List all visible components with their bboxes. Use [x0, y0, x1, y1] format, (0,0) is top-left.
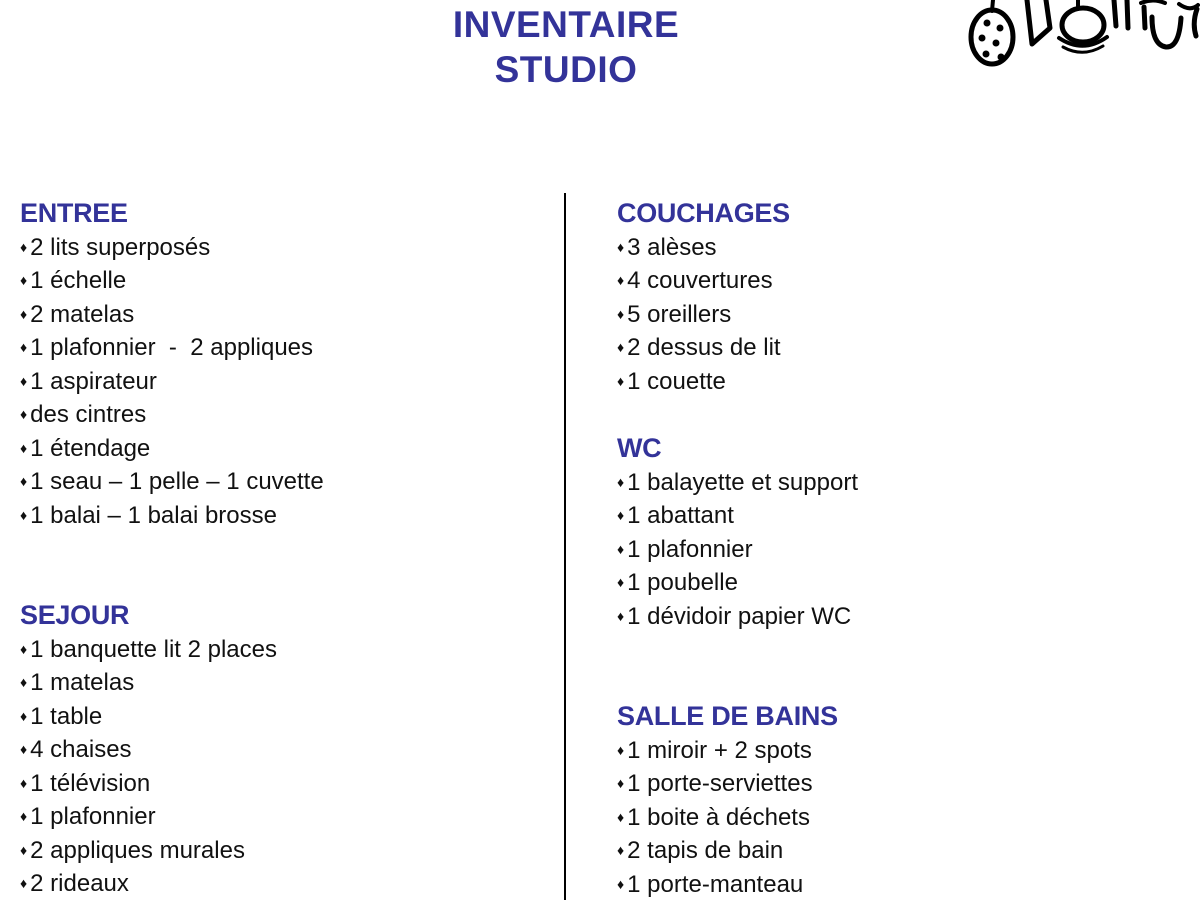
- item-text: 2 lits superposés: [30, 233, 211, 261]
- item-text: 2 appliques murales: [30, 836, 245, 864]
- diamond-bullet-icon: ♦: [617, 775, 625, 791]
- diamond-bullet-icon: ♦: [20, 741, 28, 757]
- item-text: 1 seau – 1 pelle – 1 cuvette: [30, 468, 324, 495]
- diamond-bullet-icon: ♦: [20, 439, 28, 456]
- section-couchages: [617, 197, 1157, 398]
- section-heading: SALLE DE BAINS: [617, 701, 838, 731]
- item-text: 1 table: [30, 702, 103, 730]
- list-item: [617, 264, 1157, 298]
- item-text: 1 plafonnier - 2 appliques: [30, 334, 314, 361]
- section-heading: ENTREE: [20, 198, 128, 228]
- list-item: [617, 600, 1157, 634]
- list-item: [20, 499, 540, 533]
- item-text: 1 échelle: [30, 267, 127, 294]
- item-text: 2 dessus de lit: [627, 334, 781, 361]
- item-text: 1 couette: [627, 367, 726, 395]
- list-item: [617, 566, 1157, 600]
- list-item: [20, 834, 540, 868]
- item-text: des cintres: [30, 401, 147, 428]
- list-item: [20, 365, 540, 399]
- list-item: [20, 666, 540, 700]
- diamond-bullet-icon: ♦: [20, 406, 28, 422]
- list-item: [617, 298, 1157, 332]
- item-text: 1 plafonnier: [30, 803, 156, 830]
- item-text: 1 télévision: [30, 769, 151, 797]
- item-text: 1 aspirateur: [30, 367, 157, 395]
- section-heading: WC: [617, 433, 662, 463]
- diamond-bullet-icon: ♦: [20, 506, 28, 523]
- diamond-bullet-icon: ♦: [617, 372, 625, 389]
- item-text: 1 miroir + 2 spots: [627, 736, 812, 764]
- item-text: 3 alèses: [627, 233, 717, 261]
- list-item: [20, 800, 540, 834]
- diamond-bullet-icon: ♦: [617, 574, 625, 590]
- item-text: 1 boite à déchets: [627, 803, 810, 831]
- diamond-bullet-icon: ♦: [20, 707, 28, 724]
- diamond-bullet-icon: ♦: [20, 841, 28, 858]
- diamond-bullet-icon: ♦: [617, 842, 625, 858]
- title-line-1: INVENTAIRE: [452, 4, 680, 45]
- diamond-bullet-icon: ♦: [617, 741, 625, 758]
- section-sejour: [20, 599, 540, 900]
- diamond-bullet-icon: ♦: [20, 339, 28, 355]
- list-item: [20, 298, 540, 332]
- item-text: 1 balayette et support: [627, 468, 858, 496]
- diamond-bullet-icon: ♦: [20, 640, 28, 657]
- diamond-bullet-icon: ♦: [617, 339, 625, 355]
- item-text: 2 tapis de bain: [627, 837, 784, 864]
- kitchen-utensils-illustration: [955, 0, 1200, 96]
- list-item: [617, 868, 1157, 900]
- item-text: 1 matelas: [30, 669, 135, 696]
- item-text: 2 rideaux: [30, 870, 129, 897]
- item-text: 5 oreillers: [627, 300, 732, 328]
- list-item: [20, 733, 540, 767]
- item-text: 2 matelas: [30, 300, 135, 328]
- item-text: 1 banquette lit 2 places: [30, 635, 277, 663]
- list-item: [20, 700, 540, 734]
- list-item: [20, 331, 540, 365]
- diamond-bullet-icon: ♦: [20, 272, 28, 288]
- section-heading: SEJOUR: [20, 600, 130, 630]
- list-item: [617, 365, 1157, 399]
- item-text: 4 chaises: [30, 736, 132, 763]
- list-item: [20, 231, 540, 265]
- section-heading: COUCHAGES: [617, 198, 790, 228]
- list-item: [617, 801, 1157, 835]
- item-text: 4 couvertures: [627, 267, 773, 294]
- diamond-bullet-icon: ♦: [617, 808, 625, 825]
- item-text: 1 étendage: [30, 434, 151, 462]
- diamond-bullet-icon: ♦: [20, 238, 28, 255]
- right-column: [617, 197, 1157, 900]
- list-item: [20, 767, 540, 801]
- diamond-bullet-icon: ♦: [617, 272, 625, 288]
- diamond-bullet-icon: ♦: [20, 808, 28, 824]
- diamond-bullet-icon: ♦: [20, 674, 28, 690]
- diamond-bullet-icon: ♦: [617, 305, 625, 322]
- list-item: [617, 767, 1157, 801]
- list-item: [617, 533, 1157, 567]
- section-wc: [617, 432, 1157, 633]
- list-item: [20, 432, 540, 466]
- item-text: 1 balai – 1 balai brosse: [30, 501, 277, 529]
- item-text: 1 porte-serviettes: [627, 770, 813, 797]
- diamond-bullet-icon: ♦: [617, 607, 625, 624]
- diamond-bullet-icon: ♦: [20, 372, 28, 389]
- list-item: [617, 331, 1157, 365]
- column-divider: [564, 193, 566, 900]
- diamond-bullet-icon: ♦: [617, 238, 625, 255]
- left-column: [20, 197, 540, 900]
- list-item: [617, 231, 1157, 265]
- diamond-bullet-icon: ♦: [20, 473, 28, 489]
- title-line-2: STUDIO: [494, 49, 638, 90]
- diamond-bullet-icon: ♦: [20, 305, 28, 322]
- list-item: [617, 499, 1157, 533]
- list-item: [20, 264, 540, 298]
- section-entree: [20, 197, 540, 532]
- item-text: 1 porte-manteau: [627, 870, 804, 898]
- list-item: [617, 734, 1157, 768]
- item-text: 1 plafonnier: [627, 535, 753, 563]
- item-text: 1 poubelle: [627, 569, 738, 596]
- item-text: 1 dévidoir papier WC: [627, 602, 852, 630]
- list-item: [20, 398, 540, 432]
- list-item: [20, 465, 540, 499]
- item-text: 1 abattant: [627, 502, 734, 529]
- diamond-bullet-icon: ♦: [617, 540, 625, 557]
- list-item: [20, 633, 540, 667]
- diamond-bullet-icon: ♦: [617, 875, 625, 892]
- list-item: [20, 867, 540, 900]
- list-item: [617, 834, 1157, 868]
- diamond-bullet-icon: ♦: [617, 473, 625, 490]
- list-item: [617, 466, 1157, 500]
- diamond-bullet-icon: ♦: [20, 774, 28, 791]
- diamond-bullet-icon: ♦: [20, 875, 28, 891]
- diamond-bullet-icon: ♦: [617, 507, 625, 523]
- section-salle-de-bains: [617, 700, 1157, 900]
